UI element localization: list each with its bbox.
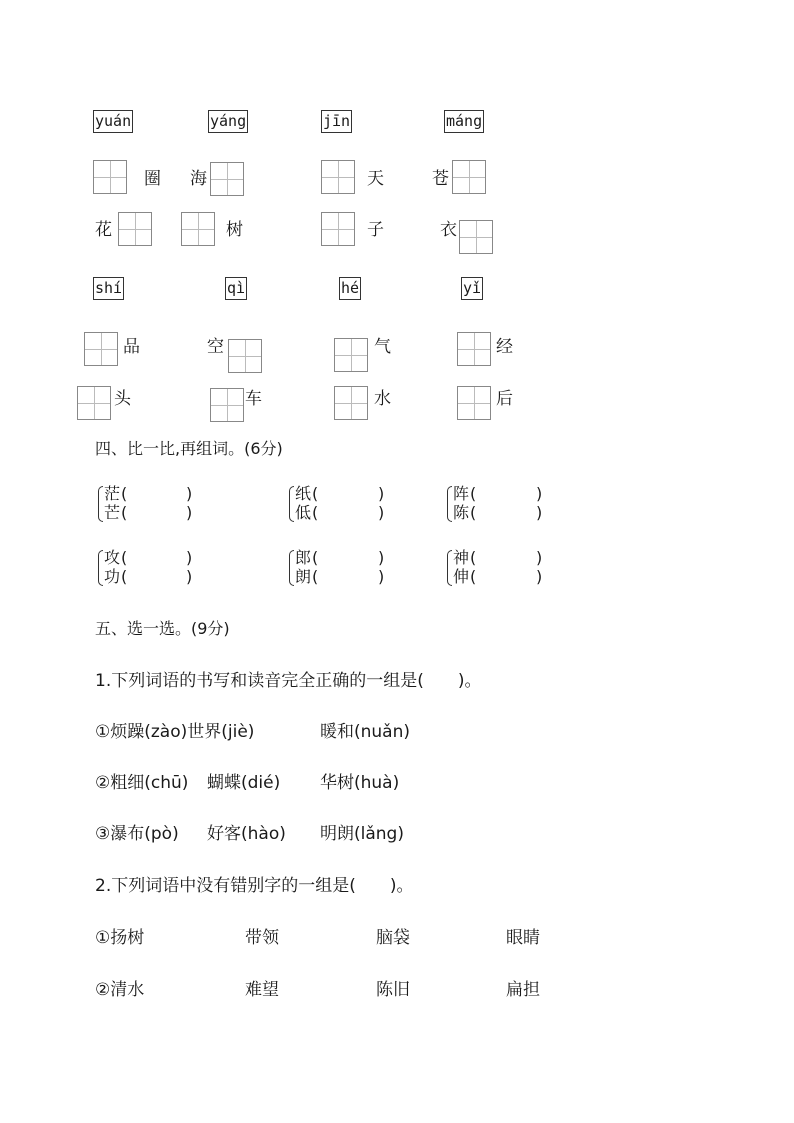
pair-char: 神 — [453, 548, 470, 567]
option-item: ③瀑布(pò) — [95, 824, 179, 844]
pair-char: 攻 — [104, 548, 121, 567]
close-paren: ) — [536, 484, 543, 503]
open-paren: ( — [121, 548, 128, 567]
open-paren: ( — [470, 484, 477, 503]
open-paren: ( — [312, 503, 319, 522]
brace-icon — [98, 550, 103, 586]
close-paren: ) — [186, 484, 193, 503]
word-char: 气 — [374, 337, 391, 357]
option-item: 陈旧 — [376, 980, 410, 1000]
open-paren: ( — [312, 484, 319, 503]
close-paren: ) — [378, 567, 385, 586]
pair-char: 郎 — [295, 548, 312, 567]
close-paren: ) — [536, 548, 543, 567]
open-paren: ( — [121, 484, 128, 503]
pair-char: 陈 — [453, 503, 470, 522]
pair-char: 伸 — [453, 567, 470, 586]
pair-char: 功 — [104, 567, 121, 586]
open-paren: ( — [470, 567, 477, 586]
writing-grid[interactable] — [452, 160, 486, 194]
option-item: 脑袋 — [376, 928, 410, 948]
writing-grid[interactable] — [459, 220, 493, 254]
question-text: 1.下列词语的书写和读音完全正确的一组是( )。 — [95, 671, 482, 691]
word-char: 经 — [496, 337, 513, 357]
writing-grid[interactable] — [321, 160, 355, 194]
word-char: 头 — [114, 389, 131, 409]
open-paren: ( — [470, 503, 477, 522]
option-item: 明朗(lǎng) — [320, 824, 404, 844]
brace-icon — [447, 486, 452, 522]
word-char: 品 — [123, 337, 140, 357]
brace-icon — [447, 550, 452, 586]
word-char: 海 — [190, 169, 207, 189]
writing-grid[interactable] — [118, 212, 152, 246]
pair-char: 纸 — [295, 484, 312, 503]
pair-char: 朗 — [295, 567, 312, 586]
open-paren: ( — [312, 567, 319, 586]
word-char: 天 — [367, 169, 384, 189]
brace-icon — [289, 486, 294, 522]
writing-grid[interactable] — [93, 160, 127, 194]
close-paren: ) — [186, 548, 193, 567]
pair-char: 低 — [295, 503, 312, 522]
brace-icon — [289, 550, 294, 586]
writing-grid[interactable] — [457, 386, 491, 420]
option-item: ②清水 — [95, 980, 145, 1000]
pinyin-box: máng — [444, 110, 484, 133]
pinyin-box: yuán — [93, 110, 133, 133]
section-heading: 五、选一选。(9分) — [95, 619, 230, 638]
writing-grid[interactable] — [334, 338, 368, 372]
section-heading: 四、比一比,再组词。(6分) — [95, 439, 283, 458]
option-item: ①烦躁(zào)世界(jiè) — [95, 722, 255, 742]
option-item: 扁担 — [506, 980, 540, 1000]
writing-grid[interactable] — [210, 388, 244, 422]
writing-grid[interactable] — [457, 332, 491, 366]
writing-grid[interactable] — [77, 386, 111, 420]
close-paren: ) — [536, 503, 543, 522]
open-paren: ( — [121, 503, 128, 522]
word-char: 衣 — [440, 220, 457, 240]
pair-char: 芒 — [104, 503, 121, 522]
option-item: 好客(hào) — [207, 824, 286, 844]
option-item: 带领 — [245, 928, 279, 948]
word-char: 车 — [245, 389, 262, 409]
writing-grid[interactable] — [228, 339, 262, 373]
close-paren: ) — [186, 503, 193, 522]
word-char: 子 — [367, 220, 384, 240]
option-item: 眼睛 — [506, 928, 540, 948]
pinyin-box: shí — [93, 277, 124, 300]
writing-grid[interactable] — [210, 162, 244, 196]
pinyin-box: qì — [225, 277, 247, 300]
pair-char: 茫 — [104, 484, 121, 503]
pinyin-box: yáng — [208, 110, 248, 133]
option-item: ②粗细(chū) — [95, 773, 189, 793]
open-paren: ( — [121, 567, 128, 586]
word-char: 空 — [207, 337, 224, 357]
pinyin-box: jīn — [321, 110, 352, 133]
writing-grid[interactable] — [334, 386, 368, 420]
close-paren: ) — [186, 567, 193, 586]
option-item: 华树(huà) — [320, 773, 400, 793]
close-paren: ) — [378, 503, 385, 522]
word-char: 花 — [95, 220, 112, 240]
option-item: 难望 — [245, 980, 279, 1000]
open-paren: ( — [470, 548, 477, 567]
close-paren: ) — [378, 548, 385, 567]
writing-grid[interactable] — [321, 212, 355, 246]
writing-grid[interactable] — [181, 212, 215, 246]
word-char: 后 — [496, 389, 513, 409]
open-paren: ( — [312, 548, 319, 567]
pinyin-box: yǐ — [461, 277, 483, 300]
question-text: 2.下列词语中没有错别字的一组是( )。 — [95, 876, 414, 896]
word-char: 水 — [374, 389, 391, 409]
word-char: 圈 — [144, 169, 161, 189]
brace-icon — [98, 486, 103, 522]
option-item: 暖和(nuǎn) — [320, 722, 411, 742]
pinyin-box: hé — [339, 277, 361, 300]
word-char: 苍 — [432, 169, 449, 189]
pair-char: 阵 — [453, 484, 470, 503]
close-paren: ) — [378, 484, 385, 503]
writing-grid[interactable] — [84, 332, 118, 366]
option-item: 蝴蝶(dié) — [207, 773, 281, 793]
option-item: ①扬树 — [95, 928, 145, 948]
word-char: 树 — [226, 220, 243, 240]
close-paren: ) — [536, 567, 543, 586]
